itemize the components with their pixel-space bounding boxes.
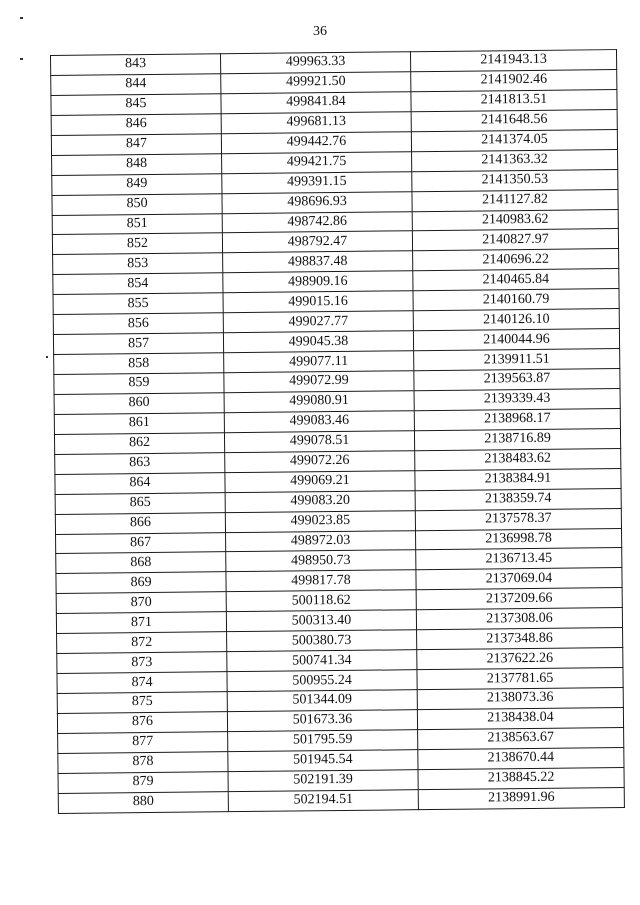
point-number-cell: 874 <box>57 672 227 694</box>
y-coordinate-cell: 2141363.32 <box>412 149 618 171</box>
x-coordinate-cell: 499077.11 <box>224 351 414 373</box>
x-coordinate-cell: 499069.21 <box>225 470 415 492</box>
point-number-cell: 870 <box>56 592 226 614</box>
point-number-cell: 869 <box>56 572 226 594</box>
y-coordinate-cell: 2141350.53 <box>412 169 618 191</box>
x-coordinate-cell: 500955.24 <box>227 670 417 692</box>
x-coordinate-cell: 499023.85 <box>225 510 415 532</box>
x-coordinate-cell: 498837.48 <box>223 251 413 273</box>
point-number-cell: 847 <box>51 133 221 155</box>
y-coordinate-cell: 2139339.43 <box>414 388 620 410</box>
y-coordinate-cell: 2140126.10 <box>413 309 619 331</box>
x-coordinate-cell: 499841.84 <box>221 92 411 114</box>
y-coordinate-cell: 2141374.05 <box>411 129 617 151</box>
point-number-cell: 853 <box>53 253 223 275</box>
point-number-cell: 873 <box>57 652 227 674</box>
scan-speck <box>20 58 23 60</box>
point-number-cell: 879 <box>58 771 228 793</box>
y-coordinate-cell: 2137348.86 <box>417 628 623 650</box>
point-number-cell: 861 <box>54 413 224 435</box>
point-number-cell: 856 <box>53 313 223 335</box>
scan-speck <box>46 356 48 358</box>
point-number-cell: 843 <box>51 54 221 76</box>
point-number-cell: 876 <box>57 712 227 734</box>
point-number-cell: 877 <box>58 732 228 754</box>
x-coordinate-cell: 499080.91 <box>224 391 414 413</box>
x-coordinate-cell: 501945.54 <box>228 749 418 771</box>
scan-speck <box>20 17 23 19</box>
point-number-cell: 860 <box>54 393 224 415</box>
x-coordinate-cell: 502191.39 <box>228 769 418 791</box>
point-number-cell: 866 <box>55 512 225 534</box>
y-coordinate-cell: 2136998.78 <box>415 528 621 550</box>
y-coordinate-cell: 2138483.62 <box>415 448 621 470</box>
y-coordinate-cell: 2137069.04 <box>416 568 622 590</box>
coordinates-table-wrapper <box>50 49 624 814</box>
x-coordinate-cell: 498742.86 <box>222 211 412 233</box>
coordinates-table <box>50 49 625 814</box>
x-coordinate-cell: 499072.26 <box>225 450 415 472</box>
x-coordinate-cell: 500380.73 <box>227 630 417 652</box>
point-number-cell: 878 <box>58 751 228 773</box>
x-coordinate-cell: 500741.34 <box>227 650 417 672</box>
y-coordinate-cell: 2138991.96 <box>418 787 624 809</box>
x-coordinate-cell: 498909.16 <box>223 271 413 293</box>
x-coordinate-cell: 499083.46 <box>224 411 414 433</box>
y-coordinate-cell: 2138845.22 <box>418 767 624 789</box>
point-number-cell: 849 <box>52 173 222 195</box>
x-coordinate-cell: 499391.15 <box>222 171 412 193</box>
y-coordinate-cell: 2137781.65 <box>417 668 623 690</box>
point-number-cell: 868 <box>56 552 226 574</box>
point-number-cell: 858 <box>54 353 224 375</box>
y-coordinate-cell: 2139911.51 <box>414 349 620 371</box>
point-number-cell: 862 <box>54 433 224 455</box>
point-number-cell: 859 <box>54 373 224 395</box>
point-number-cell: 845 <box>51 94 221 116</box>
y-coordinate-cell: 2139563.87 <box>414 369 620 391</box>
y-coordinate-cell: 2141902.46 <box>411 70 617 92</box>
point-number-cell: 854 <box>53 273 223 295</box>
y-coordinate-cell: 2140983.62 <box>412 209 618 231</box>
point-number-cell: 852 <box>52 233 222 255</box>
y-coordinate-cell: 2141127.82 <box>412 189 618 211</box>
y-coordinate-cell: 2141648.56 <box>411 109 617 131</box>
x-coordinate-cell: 498950.73 <box>226 550 416 572</box>
x-coordinate-cell: 498696.93 <box>222 191 412 213</box>
x-coordinate-cell: 501673.36 <box>227 710 417 732</box>
point-number-cell: 857 <box>53 333 223 355</box>
point-number-cell: 867 <box>56 532 226 554</box>
x-coordinate-cell: 499681.13 <box>221 112 411 134</box>
point-number-cell: 848 <box>52 153 222 175</box>
x-coordinate-cell: 498972.03 <box>226 530 416 552</box>
x-coordinate-cell: 501795.59 <box>228 730 418 752</box>
point-number-cell: 850 <box>52 193 222 215</box>
point-number-cell: 875 <box>57 692 227 714</box>
y-coordinate-cell: 2141813.51 <box>411 89 617 111</box>
y-coordinate-cell: 2138359.74 <box>415 488 621 510</box>
point-number-cell: 872 <box>57 632 227 654</box>
x-coordinate-cell: 501344.09 <box>227 690 417 712</box>
x-coordinate-cell: 499083.20 <box>225 490 415 512</box>
x-coordinate-cell: 499045.38 <box>223 331 413 353</box>
y-coordinate-cell: 2137308.06 <box>416 608 622 630</box>
x-coordinate-cell: 498792.47 <box>222 231 412 253</box>
y-coordinate-cell: 2136713.45 <box>416 548 622 570</box>
x-coordinate-cell: 499421.75 <box>222 151 412 173</box>
y-coordinate-cell: 2141943.13 <box>410 50 616 72</box>
y-coordinate-cell: 2138968.17 <box>414 408 620 430</box>
x-coordinate-cell: 499072.99 <box>224 371 414 393</box>
point-number-cell: 846 <box>51 114 221 136</box>
x-coordinate-cell: 499817.78 <box>226 570 416 592</box>
y-coordinate-cell: 2140044.96 <box>413 329 619 351</box>
x-coordinate-cell: 500313.40 <box>226 610 416 632</box>
page-number: 36 <box>313 24 327 39</box>
point-number-cell: 864 <box>55 472 225 494</box>
point-number-cell: 844 <box>51 74 221 96</box>
y-coordinate-cell: 2140465.84 <box>413 269 619 291</box>
point-number-cell: 855 <box>53 293 223 315</box>
x-coordinate-cell: 499015.16 <box>223 291 413 313</box>
point-number-cell: 871 <box>56 612 226 634</box>
y-coordinate-cell: 2138716.89 <box>414 428 620 450</box>
x-coordinate-cell: 499442.76 <box>221 131 411 153</box>
point-number-cell: 880 <box>58 791 228 813</box>
x-coordinate-cell: 500118.62 <box>226 590 416 612</box>
x-coordinate-cell: 499078.51 <box>224 431 414 453</box>
x-coordinate-cell: 502194.51 <box>228 789 418 811</box>
x-coordinate-cell: 499963.33 <box>220 52 410 74</box>
y-coordinate-cell: 2138563.67 <box>418 727 624 749</box>
point-number-cell: 865 <box>55 492 225 514</box>
coordinates-table-body <box>51 50 625 814</box>
x-coordinate-cell: 499921.50 <box>221 72 411 94</box>
y-coordinate-cell: 2137578.37 <box>415 508 621 530</box>
y-coordinate-cell: 2137622.26 <box>417 648 623 670</box>
y-coordinate-cell: 2137209.66 <box>416 588 622 610</box>
y-coordinate-cell: 2138073.36 <box>417 688 623 710</box>
point-number-cell: 863 <box>55 452 225 474</box>
x-coordinate-cell: 499027.77 <box>223 311 413 333</box>
y-coordinate-cell: 2140827.97 <box>412 229 618 251</box>
y-coordinate-cell: 2138670.44 <box>418 747 624 769</box>
y-coordinate-cell: 2140160.79 <box>413 289 619 311</box>
y-coordinate-cell: 2138438.04 <box>417 707 623 729</box>
point-number-cell: 851 <box>52 213 222 235</box>
y-coordinate-cell: 2138384.91 <box>415 468 621 490</box>
y-coordinate-cell: 2140696.22 <box>413 249 619 271</box>
